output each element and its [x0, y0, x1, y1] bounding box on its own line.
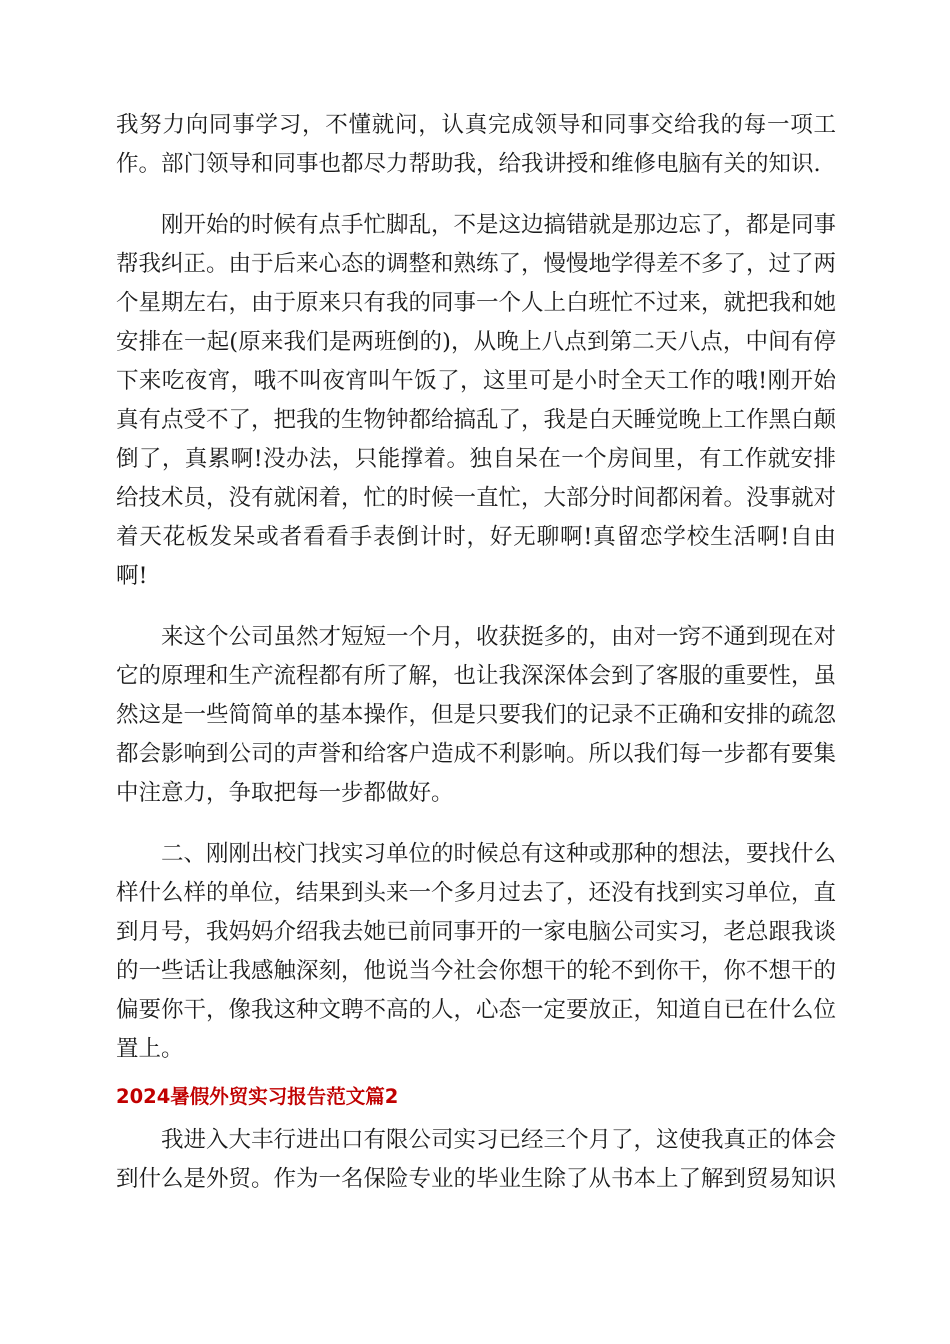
paragraph-2: 刚开始的时候有点手忙脚乱，不是这边搞错就是那边忘了，都是同事帮我纠正。由于后来心态的调整和熟练了，慢慢地学得差不多了，过了两个星期左右，由于原来只有我的同事一个人上白班忙不过来，就把我和她安排在一起(原来我们是两班倒的)，从晚上八点到第二天八点，中间有停下来吃夜宵，哦不叫夜宵叫午饭了，这里可是小时全天工作的哦!刚开始真有点受不了，把我的生物钟都给搞乱了，我是白天睡觉晚上工作黑白颠倒了，真累啊!没办法，只能撑着。独自呆在一个房间里，有工作就安排给技术员，没有就闲着，忙的时候一直忙，大部分时间都闲着。没事就对着天花板发呆或者看看手表倒计时，好无聊啊!真留恋学校生活啊!自由啊! [116, 212, 837, 589]
paragraph-4: 二、刚刚出校门找实习单位的时候总有这种或那种的想法，要找什么样什么样的单位，结果到头来一个多月过去了，还没有找到实习单位，直到月号，我妈妈介绍我去她已前同事开的一家电脑公司实习，老总跟我谈的一些话让我感触深刻，他说当今社会你想干的轮不到你干，你不想干的偏要你干，像我这种文聘不高的人，心态一定要放正，知道自已在什么位置上。 [116, 841, 837, 1062]
paragraph-spacer [116, 813, 836, 835]
section-heading: 2024暑假外贸实习报告范文篇2 [116, 1085, 399, 1108]
document-body [116, 106, 836, 1199]
paragraph-5: 我进入大丰行进出口有限公司实习已经三个月了，这使我真正的体会到什么是外贸。作为一名保险专业的毕业生除了从书本上了解到贸易知识 [116, 1127, 837, 1192]
paragraph-spacer [116, 596, 836, 618]
paragraph-spacer [116, 184, 836, 206]
paragraph-3: 来这个公司虽然才短短一个月，收获挺多的，由对一窍不通到现在对它的原理和生产流程都有所了解，也让我深深体会到了客服的重要性，虽然这是一些简简单的基本操作，但是只要我们的记录不正确和安排的疏忽都会影响到公司的声誉和给客户造成不利影响。所以我们每一步都有要集中注意力，争取把每一步都做好。 [116, 624, 837, 806]
paragraph-1: 我努力向同事学习，不懂就问，认真完成领导和同事交给我的每一项工作。部门领导和同事也都尽力帮助我，给我讲授和维修电脑有关的知识. [116, 112, 836, 177]
